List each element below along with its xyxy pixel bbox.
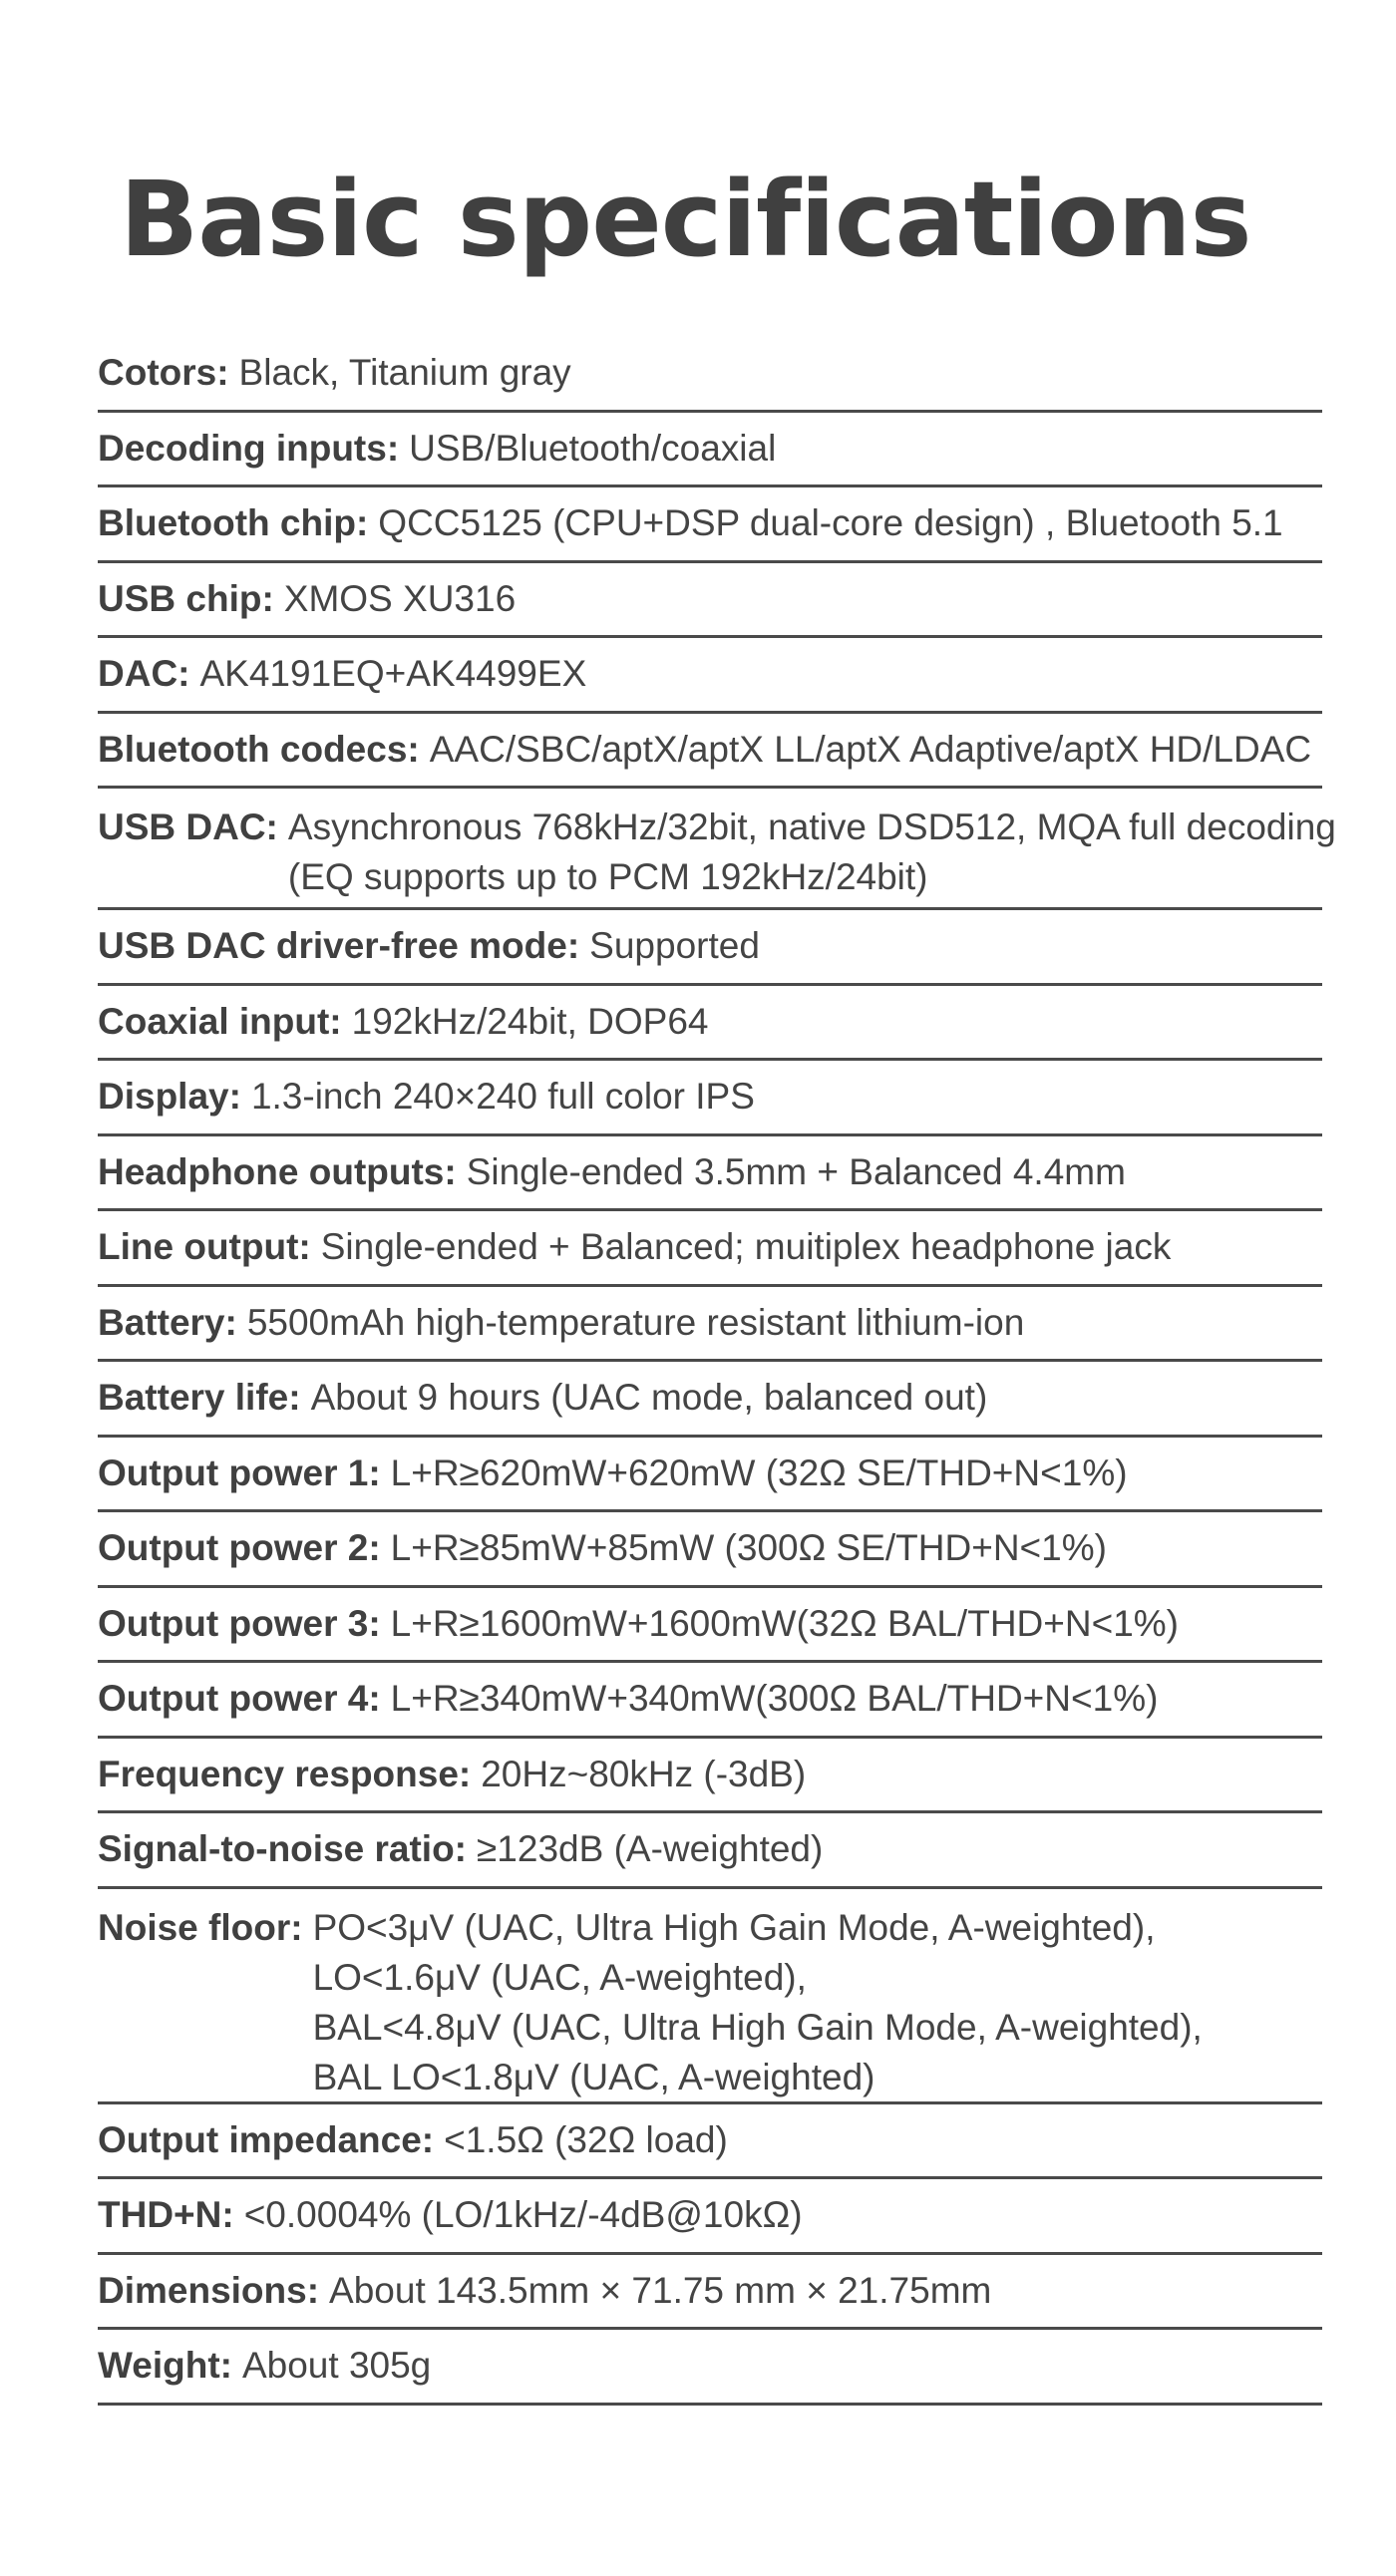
spec-label: Output impedance: [98,2118,435,2160]
spec-value: QCC5125 (CPU+DSP dual-core design) , Bluetooth 5.1 [378,502,1283,544]
spec-label: Display: [98,1076,241,1118]
spec-value: 1.3-inch 240×240 full color IPS [250,1076,755,1118]
spec-value: L+R≥85mW+85mW (300Ω SE/THD+N<1%) [390,1527,1107,1569]
spec-label: Coaxial input: [98,1000,342,1042]
spec-row-signal-to-noise [98,1813,1322,1889]
spec-label: Bluetooth chip: [98,502,369,544]
spec-value: 5500mAh high-temperature resistant lithium-ion [246,1301,1025,1343]
spec-label: Headphone outputs: [98,1150,457,1192]
spec-row-output-impedance [98,2104,1322,2180]
spec-label: USB DAC driver-free mode: [98,925,580,967]
spec-value-line: BAL<4.8μV (UAC, Ultra High Gain Mode, A-weighted), [312,2006,1203,2048]
spec-row-thd-n [98,2179,1322,2255]
spec-row-usb-chip [98,563,1322,639]
spec-row-output-power-3 [98,1588,1322,1664]
spec-label: Output power 4: [98,1678,381,1720]
spec-row-bluetooth-chip [98,487,1322,563]
spec-label: Battery: [98,1301,237,1343]
spec-row-bluetooth-codecs [98,714,1322,790]
spec-value: Single-ended 3.5mm + Balanced 4.4mm [466,1150,1126,1192]
spec-row-battery-life [98,1362,1322,1438]
spec-label: Frequency response: [98,1753,472,1794]
spec-label: Weight: [98,2345,232,2387]
spec-row-frequency-response [98,1739,1322,1814]
spec-label: Noise floor: [98,1906,303,1948]
spec-value-lines [288,803,1336,902]
spec-row-headphone-outputs [98,1136,1322,1212]
spec-row-usb-dac-driver-free [98,910,1322,986]
spec-label: THD+N: [98,2194,234,2236]
spec-row-colors [98,337,1322,413]
spec-label: Decoding inputs: [98,427,400,469]
spec-label: DAC: [98,653,190,695]
spec-value: 192kHz/24bit, DOP64 [351,1000,709,1042]
spec-value: Supported [589,925,760,967]
spec-row-coaxial-input [98,986,1322,1062]
spec-label: Battery life: [98,1377,301,1419]
spec-value-line: (EQ supports up to PCM 192kHz/24bit) [287,856,928,897]
spec-value: USB/Bluetooth/coaxial [409,427,777,469]
spec-row-weight [98,2330,1322,2406]
spec-value: About 9 hours (UAC mode, balanced out) [310,1377,988,1419]
spec-label: Dimensions: [98,2269,320,2311]
spec-value: Single-ended + Balanced; muitiplex headphone jack [320,1226,1172,1268]
spec-value: 20Hz~80kHz (-3dB) [481,1753,807,1794]
spec-value: L+R≥1600mW+1600mW(32Ω BAL/THD+N<1%) [390,1602,1179,1644]
spec-value: Black, Titanium gray [238,352,571,394]
spec-value-line: LO<1.6μV (UAC, A-weighted), [312,1956,807,1998]
spec-value: L+R≥340mW+340mW(300Ω BAL/THD+N<1%) [390,1678,1159,1720]
page-title: Basic specifications [120,159,1251,280]
spec-value: <1.5Ω (32Ω load) [444,2118,728,2160]
spec-label: USB DAC: [98,806,278,847]
spec-label: Output power 2: [98,1527,381,1569]
spec-row-output-power-2 [98,1512,1322,1588]
spec-label: Output power 3: [98,1602,381,1644]
spec-value: L+R≥620mW+620mW (32Ω SE/THD+N<1%) [390,1451,1128,1493]
spec-row-display [98,1061,1322,1136]
spec-label: Output power 1: [98,1451,381,1493]
spec-label: Line output: [98,1226,311,1268]
spec-value: <0.0004% (LO/1kHz/-4dB@10kΩ) [243,2194,803,2236]
spec-row-dac [98,638,1322,714]
spec-value-line: PO<3μV (UAC, Ultra High Gain Mode, A-weighted), [312,1906,1156,1948]
spec-value: ≥123dB (A-weighted) [477,1828,824,1870]
spec-label: USB chip: [98,577,274,619]
spec-label: Signal-to-noise ratio: [98,1828,467,1870]
spec-row-usb-dac [98,789,1336,910]
spec-row-output-power-1 [98,1438,1322,1513]
spec-row-output-power-4 [98,1663,1322,1739]
spec-label: Bluetooth codecs: [98,728,420,770]
spec-value: XMOS XU316 [283,577,517,619]
spec-row-decoding-inputs [98,413,1322,488]
spec-row-battery [98,1287,1322,1363]
spec-value: AK4191EQ+AK4499EX [199,653,587,695]
spec-value-lines [313,1903,1203,2102]
spec-row-noise-floor [98,1889,1322,2104]
spec-value: About 305g [241,2345,432,2387]
spec-label: Cotors: [98,352,229,394]
spec-value: About 143.5mm × 71.75 mm × 21.75mm [329,2269,992,2311]
spec-value: AAC/SBC/aptX/aptX LL/aptX Adaptive/aptX HD/LDAC [429,728,1312,770]
spec-value-line: BAL LO<1.8μV (UAC, A-weighted) [312,2056,875,2097]
spec-list [98,337,1336,2406]
spec-row-dimensions [98,2255,1322,2331]
spec-row-line-output [98,1211,1322,1287]
spec-value-line: Asynchronous 768kHz/32bit, native DSD512, MQA full decoding [287,806,1336,847]
